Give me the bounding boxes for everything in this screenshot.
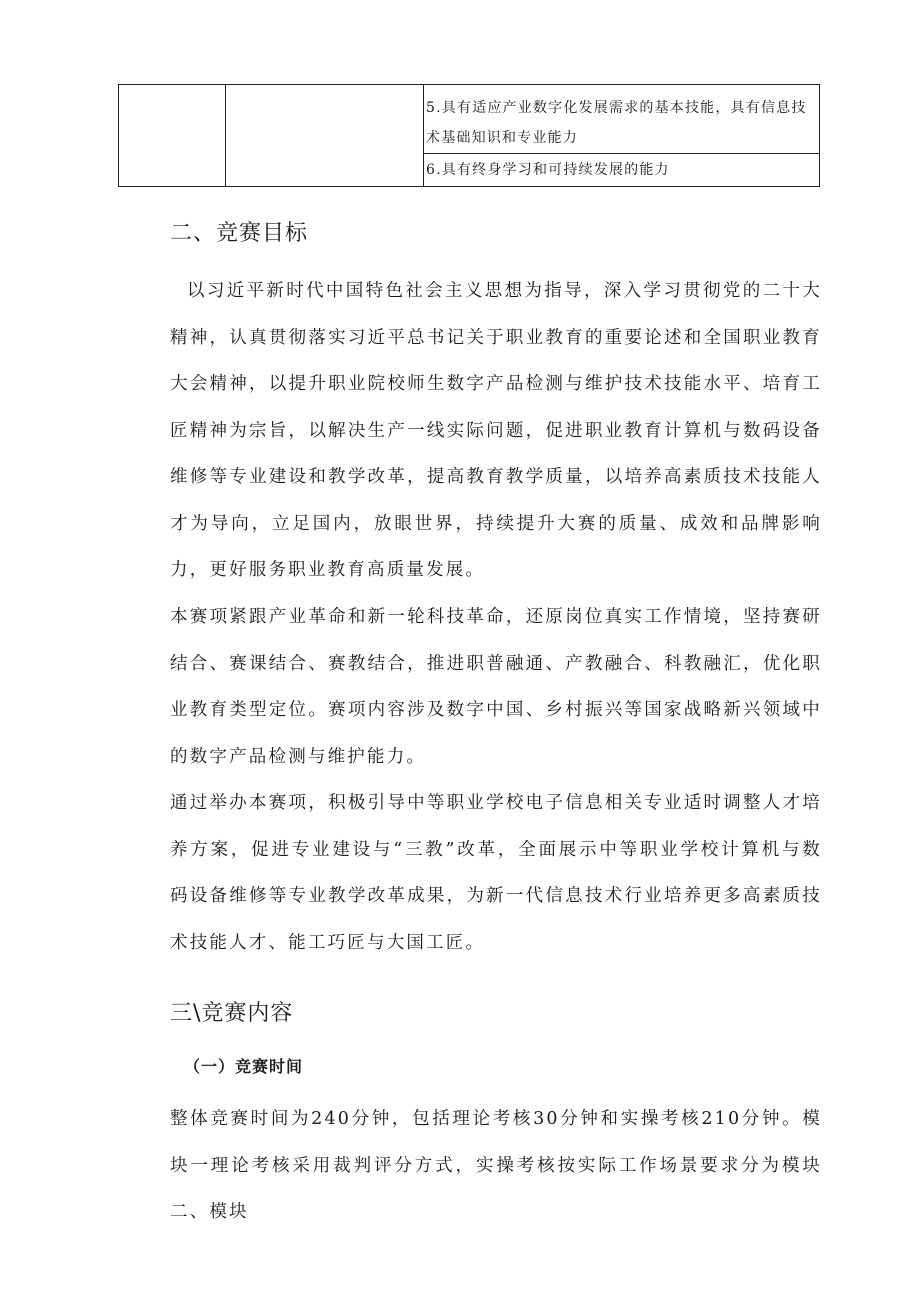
goals-paragraph-1: 以习近平新时代中国特色社会主义思想为指导，深入学习贯彻党的二十大精神，认真贯彻落实习近平总书记关于职业教育的重要论述和全国职业教育大会精神，以提升职业院校师生数字产品检测与维护技术技能水平、培育工匠精神为宗旨，以解决生产一线实际问题，促进职业教育计算机与数码设备维修等专业建设和教学改革，提高教育教学质量，以培养高素质技术技能人才为导向，立足国内，放眼世界，持续提升大赛的质量、成效和品牌影响力，更好服务职业教育高质量发展。	[170, 281, 822, 580]
goals-paragraph-3: 通过举办本赛项，积极引导中等职业学校电子信息相关专业适时调整人才培养方案，促进专业建设与“三教”改革，全面展示中等职业学校计算机与数码设备维修等专业教学改革成果，为新一代信息技术行业培养更多高素质技术技能人才、能工巧匠与大国工匠。	[170, 793, 822, 953]
table-row	[119, 85, 820, 154]
requirement-6: 6.具有终身学习和可持续发展的能力	[426, 162, 670, 178]
table-cell-empty-2	[226, 85, 424, 187]
table-cell	[424, 85, 820, 154]
requirements-table	[118, 84, 820, 187]
requirement-5: 5.具有适应产业数字化发展需求的基本技能，具有信息技术基础知识和专业能力	[426, 100, 807, 146]
section-heading-content: 三\竞赛内容	[170, 1001, 294, 1026]
table-cell	[424, 154, 820, 187]
goals-paragraph-2: 本赛项紧跟产业革命和新一轮科技革命，还原岗位真实工作情境，坚持赛研结合、赛课结合、赛教结合，推进职普融通、产教融合、科教融汇，优化职业教育类型定位。赛项内容涉及数字中国、乡村振兴等国家战略新兴领域中的数字产品检测与维护能力。	[170, 607, 822, 767]
section-heading-goals: 二、竞赛目标	[170, 221, 309, 246]
subsection-heading-time: （一）竞赛时间	[184, 1057, 304, 1076]
table-cell-empty-1	[119, 85, 226, 187]
time-paragraph: 整体竞赛时间为240分钟，包括理论考核30分钟和实操考核210分钟。模块一理论考核采用裁判评分方式，实操考核按实际工作场景要求分为模块二、模块	[170, 1109, 822, 1222]
